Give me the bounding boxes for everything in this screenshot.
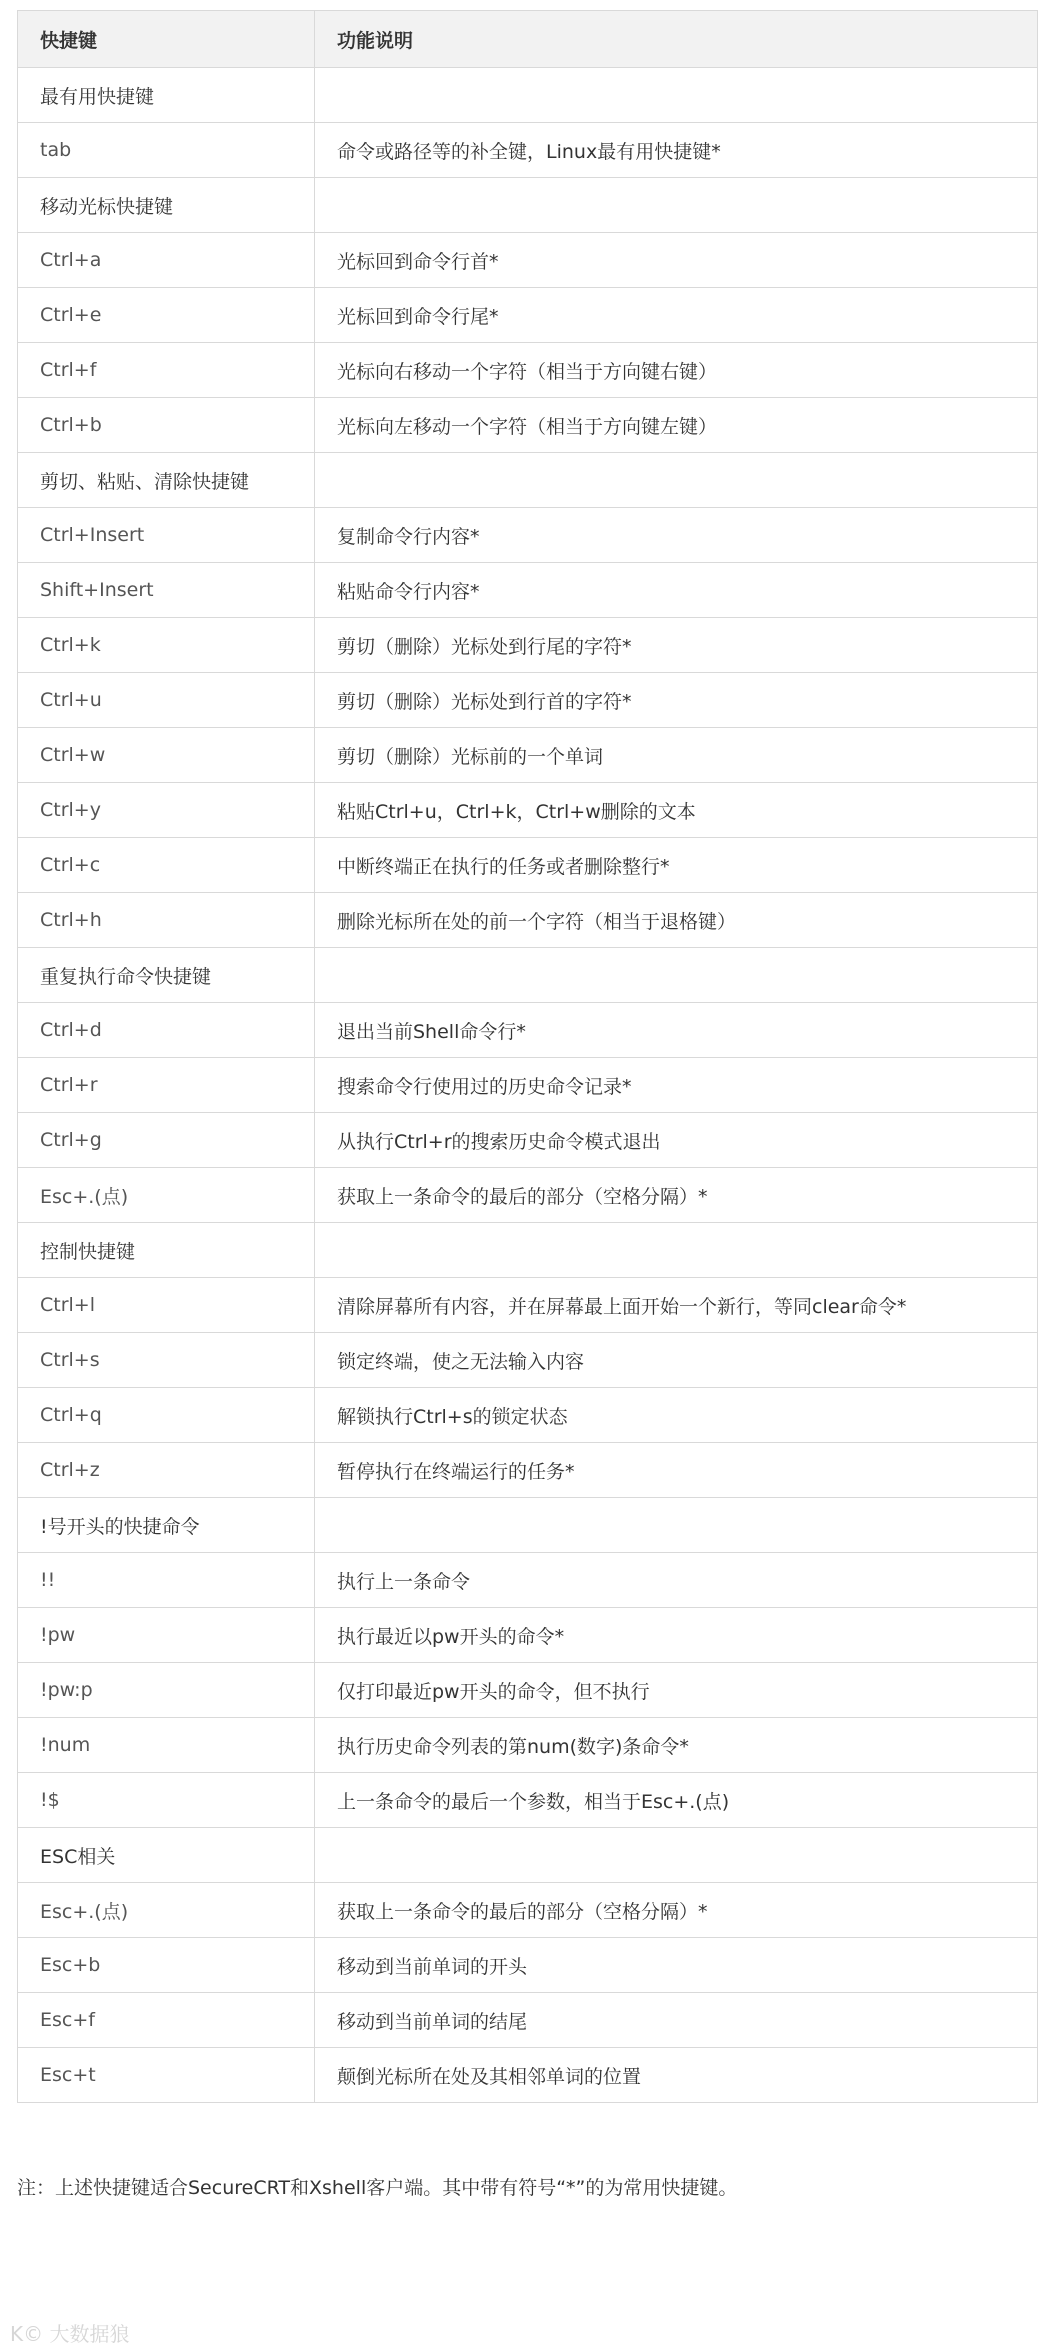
- shortcut-description: 清除屏幕所有内容，并在屏幕最上面开始一个新行，等同clear命令*: [315, 1278, 1038, 1333]
- shortcut-key: Ctrl+h: [18, 893, 315, 948]
- section-title: 剪切、粘贴、清除快捷键: [18, 453, 315, 508]
- table-row: [18, 123, 1038, 178]
- shortcut-description: 锁定终端，使之无法输入内容: [315, 1333, 1038, 1388]
- table-row: [18, 1168, 1038, 1223]
- shortcut-description: 移动到当前单词的结尾: [315, 1993, 1038, 2048]
- table-row: [18, 1553, 1038, 1608]
- shortcut-key: Ctrl+s: [18, 1333, 315, 1388]
- section-title: 控制快捷键: [18, 1223, 315, 1278]
- table-row: [18, 728, 1038, 783]
- section-row: [18, 1223, 1038, 1278]
- shortcut-description: 剪切（删除）光标处到行尾的字符*: [315, 618, 1038, 673]
- shortcut-key: !pw:p: [18, 1663, 315, 1718]
- shortcut-description: [315, 1828, 1038, 1883]
- shortcut-description: 仅打印最近pw开头的命令，但不执行: [315, 1663, 1038, 1718]
- watermark-logo: K© 大数据狼: [10, 2322, 130, 2346]
- shortcut-key: Ctrl+c: [18, 838, 315, 893]
- table-row: [18, 1938, 1038, 1993]
- header-description: 功能说明: [315, 11, 1038, 68]
- shortcut-key: Ctrl+q: [18, 1388, 315, 1443]
- shortcut-key: Ctrl+w: [18, 728, 315, 783]
- section-row: [18, 68, 1038, 123]
- section-row: [18, 1498, 1038, 1553]
- section-title: 重复执行命令快捷键: [18, 948, 315, 1003]
- shortcut-description: 粘贴命令行内容*: [315, 563, 1038, 618]
- shortcut-description: 光标向右移动一个字符（相当于方向键右键）: [315, 343, 1038, 398]
- shortcut-description: 复制命令行内容*: [315, 508, 1038, 563]
- shortcut-key: Ctrl+f: [18, 343, 315, 398]
- shortcut-description: [315, 178, 1038, 233]
- shortcut-description: 命令或路径等的补全键，Linux最有用快捷键*: [315, 123, 1038, 178]
- shortcut-key: Ctrl+z: [18, 1443, 315, 1498]
- shortcut-description: 获取上一条命令的最后的部分（空格分隔）*: [315, 1168, 1038, 1223]
- shortcut-description: 剪切（删除）光标前的一个单词: [315, 728, 1038, 783]
- section-row: [18, 1828, 1038, 1883]
- table-row: [18, 783, 1038, 838]
- shortcut-description: 粘贴Ctrl+u，Ctrl+k，Ctrl+w删除的文本: [315, 783, 1038, 838]
- shortcut-description: [315, 453, 1038, 508]
- shortcut-description: 搜索命令行使用过的历史命令记录*: [315, 1058, 1038, 1113]
- table-row: [18, 563, 1038, 618]
- shortcut-key: Esc+b: [18, 1938, 315, 1993]
- shortcut-description: 执行历史命令列表的第num(数字)条命令*: [315, 1718, 1038, 1773]
- shortcut-description: 剪切（删除）光标处到行首的字符*: [315, 673, 1038, 728]
- section-row: [18, 178, 1038, 233]
- shortcut-key: !num: [18, 1718, 315, 1773]
- shortcut-description: 获取上一条命令的最后的部分（空格分隔）*: [315, 1883, 1038, 1938]
- table-row: [18, 838, 1038, 893]
- table-header: [18, 11, 1038, 68]
- table-row: [18, 1773, 1038, 1828]
- table-row: [18, 233, 1038, 288]
- table-body: [18, 68, 1038, 2103]
- table-row: [18, 1388, 1038, 1443]
- shortcut-key: Esc+f: [18, 1993, 315, 2048]
- shortcut-description: 解锁执行Ctrl+s的锁定状态: [315, 1388, 1038, 1443]
- shortcut-table: [17, 10, 1038, 2103]
- shortcut-key: Ctrl+u: [18, 673, 315, 728]
- table-row: [18, 1333, 1038, 1388]
- shortcut-description: 上一条命令的最后一个参数，相当于Esc+.(点): [315, 1773, 1038, 1828]
- shortcut-key: Esc+t: [18, 2048, 315, 2103]
- table-row: [18, 508, 1038, 563]
- table-row: [18, 288, 1038, 343]
- shortcut-key: !$: [18, 1773, 315, 1828]
- shortcut-description: [315, 1223, 1038, 1278]
- shortcut-key: !!: [18, 1553, 315, 1608]
- shortcut-key: Ctrl+g: [18, 1113, 315, 1168]
- header-shortcut: 快捷键: [18, 11, 315, 68]
- table-row: [18, 673, 1038, 728]
- table-row: [18, 893, 1038, 948]
- shortcut-description: 执行最近以pw开头的命令*: [315, 1608, 1038, 1663]
- shortcut-key: Ctrl+a: [18, 233, 315, 288]
- table-row: [18, 1608, 1038, 1663]
- section-title: ESC相关: [18, 1828, 315, 1883]
- section-title: !号开头的快捷命令: [18, 1498, 315, 1553]
- table-row: [18, 1883, 1038, 1938]
- shortcut-description: 光标回到命令行首*: [315, 233, 1038, 288]
- shortcut-description: 光标回到命令行尾*: [315, 288, 1038, 343]
- shortcut-description: [315, 1498, 1038, 1553]
- shortcut-description: 删除光标所在处的前一个字符（相当于退格键）: [315, 893, 1038, 948]
- table-row: [18, 1278, 1038, 1333]
- table-row: [18, 1663, 1038, 1718]
- shortcut-key: Ctrl+b: [18, 398, 315, 453]
- shortcut-description: 退出当前Shell命令行*: [315, 1003, 1038, 1058]
- shortcut-key: Ctrl+e: [18, 288, 315, 343]
- shortcut-key: Shift+Insert: [18, 563, 315, 618]
- shortcut-key: Ctrl+l: [18, 1278, 315, 1333]
- table-row: [18, 618, 1038, 673]
- table-row: [18, 398, 1038, 453]
- table-row: [18, 1718, 1038, 1773]
- shortcut-description: 颠倒光标所在处及其相邻单词的位置: [315, 2048, 1038, 2103]
- shortcut-key: tab: [18, 123, 315, 178]
- shortcut-key: Ctrl+y: [18, 783, 315, 838]
- section-row: [18, 948, 1038, 1003]
- header-row: [18, 11, 1038, 68]
- shortcut-description: 执行上一条命令: [315, 1553, 1038, 1608]
- shortcut-key: Esc+.(点): [18, 1168, 315, 1223]
- table-row: [18, 1003, 1038, 1058]
- table-row: [18, 1058, 1038, 1113]
- shortcut-description: 光标向左移动一个字符（相当于方向键左键）: [315, 398, 1038, 453]
- shortcut-key: Ctrl+k: [18, 618, 315, 673]
- shortcut-description: [315, 948, 1038, 1003]
- table-row: [18, 1113, 1038, 1168]
- shortcut-key: Esc+.(点): [18, 1883, 315, 1938]
- shortcut-key: !pw: [18, 1608, 315, 1663]
- section-row: [18, 453, 1038, 508]
- table-row: [18, 343, 1038, 398]
- table-row: [18, 2048, 1038, 2103]
- section-title: 最有用快捷键: [18, 68, 315, 123]
- table-row: [18, 1443, 1038, 1498]
- shortcut-description: 暂停执行在终端运行的任务*: [315, 1443, 1038, 1498]
- shortcut-description: [315, 68, 1038, 123]
- shortcut-key: Ctrl+Insert: [18, 508, 315, 563]
- table-row: [18, 1993, 1038, 2048]
- shortcut-description: 从执行Ctrl+r的搜索历史命令模式退出: [315, 1113, 1038, 1168]
- shortcut-key: Ctrl+r: [18, 1058, 315, 1113]
- shortcut-description: 移动到当前单词的开头: [315, 1938, 1038, 1993]
- shortcut-key: Ctrl+d: [18, 1003, 315, 1058]
- section-title: 移动光标快捷键: [18, 178, 315, 233]
- footnote: 注：上述快捷键适合SecureCRT和Xshell客户端。其中带有符号“*”的为常用快捷键。: [17, 2177, 738, 2199]
- shortcut-description: 中断终端正在执行的任务或者删除整行*: [315, 838, 1038, 893]
